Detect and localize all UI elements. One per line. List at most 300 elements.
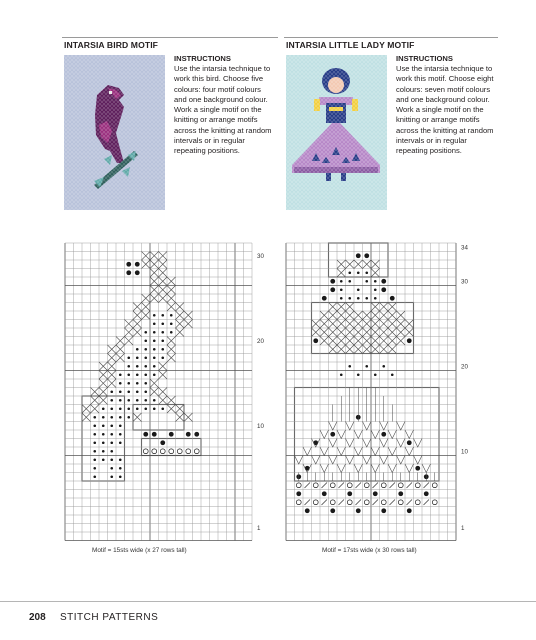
chart-symbol-ring [330,483,335,488]
chart-symbol-small-dot [119,382,122,385]
chart-symbol-cross [125,337,134,346]
chart-symbol-cross [176,413,185,422]
chart-symbol-cross [363,260,372,269]
chart-symbol-vee [354,430,363,439]
chart-symbol-small-dot [348,271,351,274]
chart-symbol-ring [347,483,352,488]
chart-symbol-small-dot [144,407,147,410]
chart-symbol-small-dot [170,314,173,317]
chart-symbol-vee [380,456,389,465]
chart-symbol-cross [346,337,355,346]
chart-symbol-ring [143,449,148,454]
chart-symbol-small-dot [136,390,139,393]
chart-symbol-cross [354,328,363,337]
chart-symbol-slash [373,500,379,506]
chart-symbol-small-dot [110,458,113,461]
chart-symbol-cross [91,405,100,414]
chart-symbol-cross [184,413,193,422]
chart-symbol-small-dot [382,365,385,368]
chart-symbol-cross [116,354,125,363]
chart-symbol-cross [363,311,372,320]
bird-instructions-heading: INSTRUCTIONS [174,54,231,63]
chart-symbol-vee [388,447,397,456]
chart-symbol-small-dot [136,382,139,385]
chart-symbol-cross [371,337,380,346]
chart-symbol-cross [337,337,346,346]
chart-symbol-ring [313,500,318,505]
chart-symbol-small-dot [144,399,147,402]
chart-symbol-small-dot [153,365,156,368]
chart-symbol-cross [312,320,321,329]
chart-symbol-small-dot [127,416,130,419]
chart-symbol-small-dot [365,271,368,274]
chart-symbol-vee [405,430,414,439]
chart-symbol-dot [126,270,131,275]
chart-symbol-small-dot [127,373,130,376]
bird-chart [65,243,274,545]
chart-symbol-cross [82,405,91,414]
chart-symbol-small-dot [391,373,394,376]
chart-symbol-cross [91,388,100,397]
row-number-label: 1 [257,524,261,532]
chart-symbol-dot [390,296,395,301]
chart-symbol-vee [346,422,355,431]
chart-symbol-small-dot [144,339,147,342]
chart-symbol-vee [380,439,389,448]
chart-symbol-small-dot [161,339,164,342]
chart-symbol-small-dot [136,356,139,359]
chart-symbol-cross [99,379,108,388]
chart-symbol-cross [142,260,151,269]
chart-symbol-small-dot [136,373,139,376]
chart-symbol-cross [176,320,185,329]
bird-chart-caption: Motif = 15sts wide (x 27 rows tall) [92,547,187,554]
chart-symbol-cross [142,311,151,320]
chart-symbol-vee [397,456,406,465]
chart-symbol-ring [160,449,165,454]
chart-symbol-vee [354,447,363,456]
row-number-label: 10 [461,448,468,456]
chart-symbol-cross [405,328,414,337]
chart-symbol-small-dot [119,458,122,461]
row-number-label: 30 [461,278,468,286]
chart-symbol-cross [167,354,176,363]
lady-instructions [396,54,496,157]
chart-symbol-cross [142,294,151,303]
chart-symbol-dot [313,338,318,343]
bird-instructions [174,54,274,157]
chart-symbol-cross [329,303,338,312]
chart-symbol-cross [329,337,338,346]
chart-symbol-ring [415,483,420,488]
chart-symbol-cross [150,260,159,269]
chart-symbol-ring [381,483,386,488]
chart-symbol-slash [424,500,430,506]
chart-symbol-small-dot [136,407,139,410]
chart-symbol-dot [305,466,310,471]
chart-symbol-cross [371,260,380,269]
chart-symbol-cross [150,252,159,261]
chart-symbol-cross [150,294,159,303]
chart-symbol-small-dot [102,407,105,410]
chart-symbol-cross [388,337,397,346]
chart-symbol-dot [407,508,412,513]
chart-symbol-ring [152,449,157,454]
chart-symbol-small-dot [161,407,164,410]
chart-symbol-small-dot [110,424,113,427]
chart-symbol-dot [407,338,412,343]
chart-symbol-cross [159,269,168,278]
chart-symbol-small-dot [119,433,122,436]
chart-symbol-small-dot [119,390,122,393]
chart-symbol-small-dot [170,322,173,325]
row-number-label: 30 [257,252,264,260]
chart-symbol-cross [337,328,346,337]
chart-symbol-cross [388,328,397,337]
chart-symbol-cross [346,320,355,329]
chart-symbol-cross [99,388,108,397]
chart-symbol-slash [305,500,311,506]
bird-chart-grid [65,243,274,545]
chart-symbol-ring [313,483,318,488]
chart-symbol-cross [354,260,363,269]
chart-symbol-ring [432,483,437,488]
chart-symbol-dot [152,432,157,437]
chart-symbol-cross [312,328,321,337]
bird-swatch-photo [64,55,165,210]
chart-symbol-cross [184,320,193,329]
chart-symbol-small-dot [144,373,147,376]
chart-symbol-cross [363,337,372,346]
chart-symbol-dot [143,432,148,437]
chart-symbol-dot [364,253,369,258]
chart-symbol-cross [167,294,176,303]
chart-symbol-small-dot [93,441,96,444]
bird-motif-title: INTARSIA BIRD MOTIF [64,40,159,50]
chart-symbol-small-dot [340,297,343,300]
chart-symbol-vee [320,430,329,439]
chart-symbol-small-dot [136,348,139,351]
chart-symbol-cross [176,405,185,414]
chart-symbol-vee [363,422,372,431]
chart-symbol-small-dot [348,280,351,283]
chart-symbol-cross [125,328,134,337]
chart-symbol-dot [330,432,335,437]
chart-symbol-cross [159,277,168,286]
row-number-label: 20 [461,363,468,371]
footer-rule [0,601,536,602]
chart-symbol-slash [356,500,362,506]
chart-symbol-cross [184,311,193,320]
chart-symbol-small-dot [153,356,156,359]
chart-symbol-cross [159,260,168,269]
chart-symbol-dot [381,432,386,437]
row-number-label: 20 [257,337,264,345]
chart-symbol-slash [322,500,328,506]
chart-symbol-cross [388,345,397,354]
chart-symbol-cross [159,371,168,380]
chart-symbol-small-dot [119,475,122,478]
chart-symbol-ring [364,500,369,505]
chart-symbol-slash [339,500,345,506]
chart-symbol-vee [312,456,321,465]
chart-symbol-cross [116,345,125,354]
chart-symbol-cross [108,354,117,363]
chart-symbol-dot [322,491,327,496]
chart-symbol-cross [397,328,406,337]
chart-symbol-small-dot [153,348,156,351]
chart-symbol-small-dot [136,399,139,402]
chart-symbol-cross [159,396,168,405]
chart-symbol-small-dot [374,280,377,283]
chart-symbol-vee [388,430,397,439]
chart-symbol-ring [296,483,301,488]
chart-symbol-small-dot [348,365,351,368]
chart-symbol-dot [330,287,335,292]
chart-symbol-cross [159,286,168,295]
chart-symbol-dot [415,466,420,471]
chart-symbol-slash [407,500,413,506]
chart-symbol-small-dot [374,297,377,300]
chart-symbol-dot [135,270,140,275]
chart-symbol-dot [305,508,310,513]
chart-symbol-small-dot [119,441,122,444]
chart-symbol-cross [167,277,176,286]
chart-symbol-small-dot [119,416,122,419]
chart-symbol-dot [407,440,412,445]
chart-symbol-vee [363,456,372,465]
chart-symbol-vee [337,430,346,439]
chart-symbol-small-dot [357,373,360,376]
chart-symbol-small-dot [110,467,113,470]
chart-symbol-cross [397,320,406,329]
chart-symbol-cross [354,320,363,329]
lady-motif-title: INTARSIA LITTLE LADY MOTIF [286,40,415,50]
chart-symbol-vee [354,464,363,473]
chart-symbol-small-dot [170,331,173,334]
chart-symbol-small-dot [119,424,122,427]
chart-symbol-cross [371,269,380,278]
chart-symbol-vee [397,439,406,448]
chart-symbol-small-dot [365,297,368,300]
chart-symbol-small-dot [144,390,147,393]
chart-symbol-small-dot [127,356,130,359]
chart-symbol-vee [388,464,397,473]
chart-symbol-small-dot [110,407,113,410]
chart-symbol-vee [337,464,346,473]
chart-symbol-cross [99,371,108,380]
chart-symbol-cross [133,413,142,422]
chart-symbol-cross [150,277,159,286]
chart-symbol-cross [337,320,346,329]
chart-symbol-small-dot [127,365,130,368]
chart-symbol-cross [354,311,363,320]
chart-symbol-small-dot [374,288,377,291]
chart-symbol-small-dot [144,348,147,351]
chart-symbol-vee [414,456,423,465]
chart-symbol-dot [313,440,318,445]
chart-symbol-small-dot [357,271,360,274]
chart-symbol-dot [356,253,361,258]
chart-symbol-cross [150,286,159,295]
chart-symbol-cross [167,337,176,346]
chart-symbol-small-dot [102,458,105,461]
chart-symbol-cross [150,379,159,388]
left-title-rule [62,37,278,38]
chart-symbol-cross [320,320,329,329]
chart-symbol-cross [108,362,117,371]
chart-symbol-small-dot [153,314,156,317]
row-number-label: 34 [461,244,468,252]
chart-symbol-small-dot [93,475,96,478]
chart-symbol-vee [337,447,346,456]
chart-symbol-vee [329,456,338,465]
chart-symbol-dot [186,432,191,437]
chart-symbol-cross [337,260,346,269]
chart-symbol-vee [346,456,355,465]
chart-symbol-small-dot [365,280,368,283]
chart-symbol-vee [405,447,414,456]
chart-symbol-small-dot [161,322,164,325]
chart-symbol-cross [133,303,142,312]
chart-symbol-small-dot [340,373,343,376]
chart-symbol-small-dot [153,331,156,334]
chart-symbol-dot [296,491,301,496]
chart-symbol-cross [159,388,168,397]
chart-symbol-small-dot [102,424,105,427]
chart-symbol-ring [177,449,182,454]
chart-symbol-small-dot [102,450,105,453]
chart-symbol-small-dot [348,297,351,300]
chart-symbol-dot [194,432,199,437]
chart-symbol-vee [414,439,423,448]
chart-symbol-cross [371,328,380,337]
chart-symbol-cross [380,303,389,312]
chart-symbol-cross [371,311,380,320]
chart-symbol-ring [186,449,191,454]
chart-symbol-vee [405,464,414,473]
chart-symbol-cross [108,371,117,380]
chart-symbol-vee [329,422,338,431]
chart-symbol-cross [133,328,142,337]
chart-symbol-cross [142,303,151,312]
chart-symbol-small-dot [127,382,130,385]
chart-symbol-cross [329,345,338,354]
chart-symbol-small-dot [161,331,164,334]
chart-symbol-small-dot [127,390,130,393]
bird-instructions-text: Use the intarsia technique to work this bird. Choose five colours: four motif colours and one background colour. Work a single motif on the knitting or arrange motifs across the knitting at random intervals or in regular repeating positions. [174,64,272,156]
chart-symbol-cross [167,286,176,295]
chart-symbol-cross [388,303,397,312]
chart-symbol-cross [388,320,397,329]
chart-symbol-cross [337,311,346,320]
chart-symbol-cross [363,328,372,337]
chart-symbol-small-dot [93,458,96,461]
chart-symbol-cross [337,303,346,312]
chart-symbol-small-dot [374,373,377,376]
chart-symbol-small-dot [136,365,139,368]
row-number-label: 10 [257,422,264,430]
chart-symbol-dot [381,508,386,513]
chart-symbol-ring [364,483,369,488]
lady-chart [286,243,478,545]
chart-symbol-ring [398,500,403,505]
chart-symbol-cross [380,345,389,354]
lady-swatch-photo [286,55,387,210]
row-number-label: 1 [461,524,465,532]
chart-symbol-cross [320,328,329,337]
chart-symbol-small-dot [161,314,164,317]
chart-symbol-cross [108,345,117,354]
chart-symbol-ring [194,449,199,454]
chart-symbol-dot [135,262,140,267]
chart-symbol-cross [133,311,142,320]
chart-symbol-small-dot [102,416,105,419]
chart-symbol-cross [346,311,355,320]
chart-symbol-cross [116,337,125,346]
chart-symbol-dot [398,491,403,496]
chart-symbol-small-dot [110,399,113,402]
chart-symbol-small-dot [93,424,96,427]
lady-instructions-text: Use the intarsia technique to work this motif. Choose eight colours: seven motif colours and one background colour. Work a single motif on the knitting or arrange motifs across the knitting at random intervals or in regular repeating positions. [396,64,494,156]
chart-symbol-vee [397,422,406,431]
chart-symbol-small-dot [93,467,96,470]
chart-symbol-ring [432,500,437,505]
chart-symbol-small-dot [153,407,156,410]
chart-symbol-cross [346,328,355,337]
chart-symbol-small-dot [340,288,343,291]
chart-symbol-cross [346,260,355,269]
chart-symbol-dot [373,491,378,496]
chart-symbol-cross [99,362,108,371]
chart-symbol-cross [125,320,134,329]
chart-symbol-cross [397,337,406,346]
chart-symbol-vee [363,439,372,448]
chart-symbol-cross [380,328,389,337]
chart-symbol-small-dot [102,433,105,436]
chart-symbol-slash [373,483,379,489]
chart-symbol-small-dot [102,441,105,444]
chart-symbol-cross [363,345,372,354]
chart-symbol-cross [329,311,338,320]
chart-symbol-cross [346,303,355,312]
chart-symbol-slash [390,483,396,489]
chart-symbol-small-dot [357,288,360,291]
chart-symbol-cross [142,252,151,261]
chart-symbol-vee [371,430,380,439]
lady-chart-caption: Motif = 17sts wide (x 30 rows tall) [322,547,417,554]
chart-symbol-cross [354,345,363,354]
chart-symbol-small-dot [153,339,156,342]
chart-symbol-cross [380,311,389,320]
chart-symbol-slash [407,483,413,489]
chart-symbol-cross [380,320,389,329]
lady-instructions-heading: INSTRUCTIONS [396,54,453,63]
chart-symbol-small-dot [110,450,113,453]
chart-symbol-small-dot [93,416,96,419]
chart-symbol-small-dot [144,331,147,334]
chart-symbol-cross [133,320,142,329]
chart-symbol-vee [320,447,329,456]
chart-symbol-cross [159,252,168,261]
chart-symbol-cross [329,328,338,337]
chart-symbol-small-dot [144,365,147,368]
chart-symbol-small-dot [110,416,113,419]
chart-symbol-ring [169,449,174,454]
chart-symbol-dot [330,508,335,513]
chart-symbol-slash [322,483,328,489]
chart-symbol-cross [167,396,176,405]
